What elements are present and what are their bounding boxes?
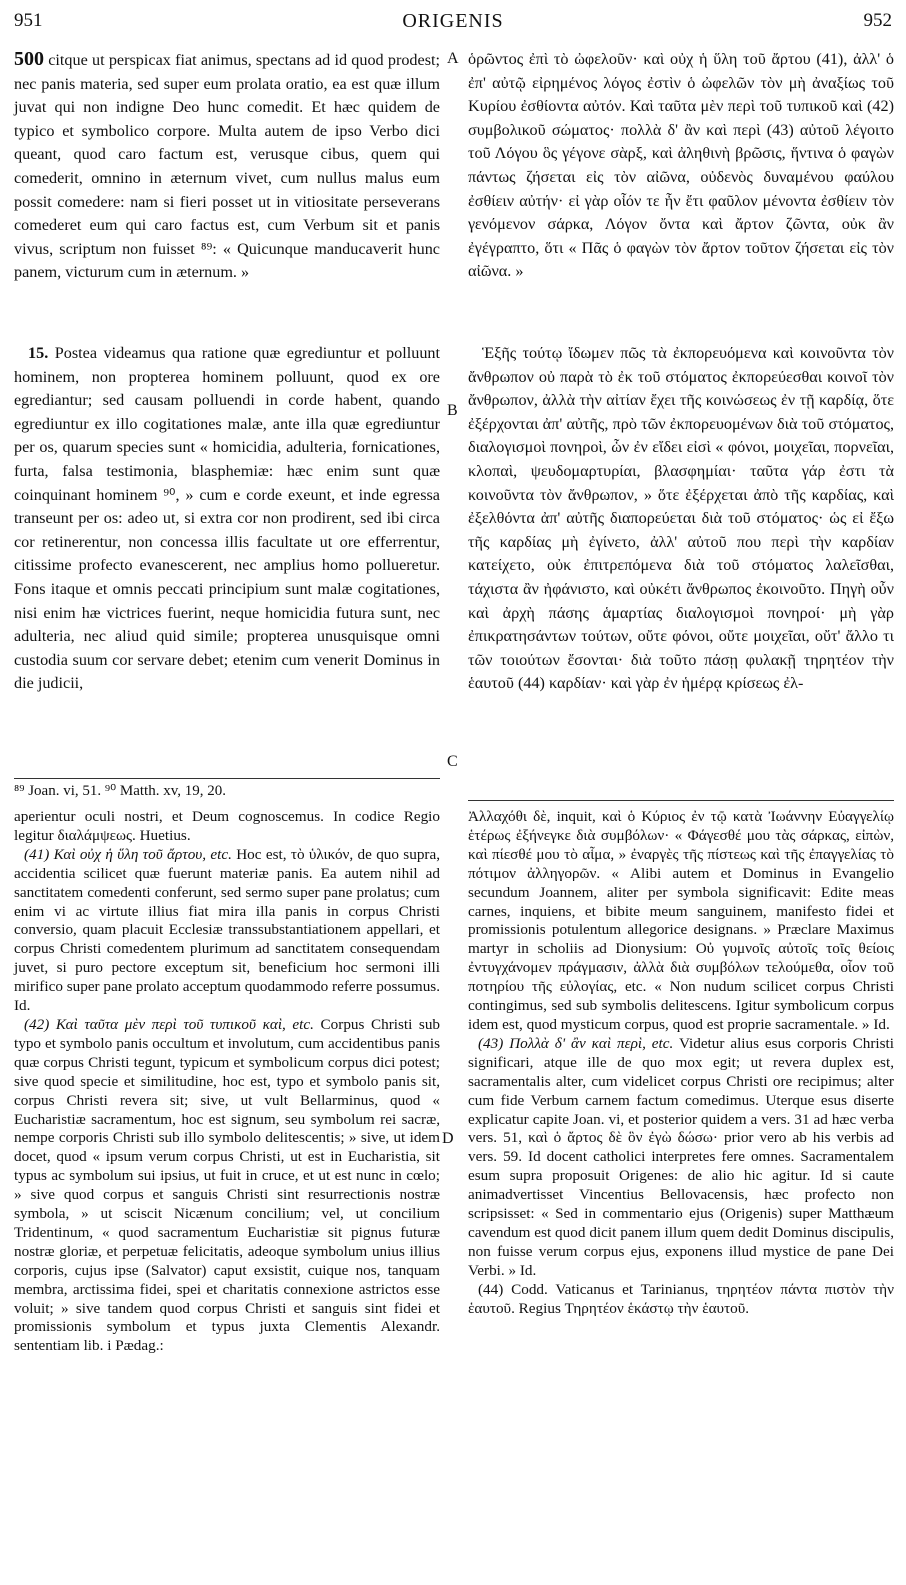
greek-paragraph-1: ὁρῶντος ἐπὶ τὸ ὠφελοῦν· καὶ οὐχ ἡ ὕλη τοῦ ἄρτου (41), ἀλλ' ὁ ἐπ' αὐτῷ εἰρημένος λόγος ἐστὶν ὁ ὠφελῶν τὸν μὴ ἀναξίως τοῦ Κυρίου ἐσθίοντα αὐτόν. Καὶ ταῦτα μὲν περὶ τοῦ τυπικοῦ καὶ (42) συμβολικοῦ σώματος· πολλὰ δ' ἂν καὶ περὶ (43) αὐτοῦ λέγοιτο τοῦ Λόγου ὃς γέγονε σὰρξ, καὶ ἀληθινὴ βρῶσις, ἥντινα ὁ φαγὼν πάντως ζήσεται εἰς τὸν αἰῶνα, οὐδενὸς δυναμένου φαύλου ἐσθίειν αὐτήν· εἰ γὰρ οἷόν τε ἦν ἔτι φαῦλον μένοντα ἐσθίειν τὸν γενόμενον σάρκα, Λόγον ὄντα καὶ ἄρτον ζῶντα, οὐκ ἂν ἐγέγραπτο, ὅτι « Πᾶς ὁ φαγὼν τὸν ἄρτον τοῦτον ζήσεται εἰς τὸν αἰῶνα. » [468, 50, 894, 281]
greek-paragraph-2: Ἑξῆς τούτῳ ἴδωμεν πῶς τὰ ἐκπορευόμενα καὶ κοινοῦντα τὸν ἄνθρωπον οὐ παρὰ τὸ ἐκ τοῦ στόματος ἐκπορεύεσθαι κοινοῖ τὸν ἄνθρωπον, ἀλλὰ τὴν αἰτίαν ἔχει τῆς κοινώσεως ἐν τῇ καρδίᾳ, ὅτε ἐξέρχονται ἀπ' αὐτῆς, πρὸ τῶν ἐκπορευομένων διὰ τοῦ στόματος, διαλογισμοὶ πονηροὶ, ὧν ἐν εἴδει εἰσὶ « φόνοι, μοιχεῖαι, πορνεῖαι, κλοπαὶ, ψευδομαρτυρίαι, βλασφημίαι· ταῦτα γάρ ἐστι τὰ κοινοῦντα τὸν ἄνθρωπον, » ὅτε ἐξέρχεται ἀπὸ τῆς καρδίας, καὶ ἐξελθόντα ἀπ' αὐτῆς διαπορεύεται διὰ τοῦ στόματος· ὡς εἰ ἔξω τῆς καρδίας μὴ ἐγίνετο, ἀλλ' αὐτοῦ που περὶ τὴν καρδίαν κατείχετο, οὐκ ἐπιτρεπόμενα διὰ τοῦ στόματος λαλεῖσθαι, τάχιστα ἂν ἠφάνιστο, καὶ οὐκέτι ἄνθρωπος ἐκοινοῦτο. Πηγὴ οὖν καὶ ἀρχὴ πάσης ἁμαρτίας διαλογισμοὶ πονηροί· μὴ γὰρ ἐπικρατησάντων τούτων, οὔτε φόνοι, οὔτε μοιχεῖαι, οὔτ' ἄλλο τι τῶν τοιούτων ἔσονται· διὰ τοῦτο πάσῃ φυλακῇ τηρητέον τὴν ἑαυτοῦ (44) καρδίαν· καὶ γὰρ ἐν ἡμέρᾳ κρίσεως ἐλ- [468, 344, 894, 693]
column-number: 500 [14, 48, 44, 70]
margin-letter-a: A [447, 50, 459, 67]
latin-paragraph-1-text: citque ut perspicax fiat animus, spectans ad id quod prodest; nec panis materia, sed super eum prolata oratio, ea est quæ illum juvat qui non indigne Deo hunc comedit. Et hæc quidem de typico et symbolico corpore. Multa autem de ipso Verbo dici queant, quod caro factum est, verusque cibus, quem qui comederit, omnino in æternum vivet, cum nullus malus eum possit comedere: nam si fieri posset ut in vitiositate perseverans comederet eum qui caro factus est, cum Verbum sit et panis vivus, scriptum non fuisset ⁸⁹: « Quicunque manducaverit hunc panem, victurum cum in æternum. » [14, 51, 441, 282]
running-header [14, 10, 892, 38]
note-42 [14, 1016, 440, 1356]
note-42-continuation: Ἀλλαχόθι δὲ, inquit, καὶ ὁ Κύριος ἐν τῷ κατὰ Ἰωάννην Εὐαγγελίῳ ἑτέρως ἐξήνεγκε διὰ συμβόλων· « Φάγεσθέ μου τὰς σάρκας, εἰπὼν, καὶ πίεσθέ μου τὸ αἷμα, » ἐναργὲς τῆς πίστεως καὶ τῆς ἐπαγγελίας τὸ πότιμον ἀλληγορῶν. « Alibi autem et Dominus in Evangelio secundum Joannem, aliter per symbola significavit: Edite meas carnes, inquiens, et bibite meum sanguinem, manifesto fidei et promissionis potulentum allegorice designans. » Præclare Maximus martyr in scholiis ad Dionysium: Οὐ γυμνοῖς αὐτοῖς τοῖς θείοις ἐντυγχάνομεν πράγμασιν, ἀλλὰ διὰ συμβόλων τελούμεθα, οἷον τοῦ ποτηρίου τῆς εὐλογίας, etc. « Non nudum scilicet corpus Christi contingimus, sed sub symbolis delitescens. Igitur symbolicum corpus idem est, quod mysticum corpus, quod est proprie sacramentale. » Id. [468, 808, 894, 1033]
note-41 [14, 846, 440, 1016]
margin-letter-d: D [442, 1130, 454, 1147]
note-43 [468, 1035, 894, 1281]
note-41-text: Hoc est, τὸ ὑλικόν, de quo supra, accidentia scilicet quæ fuerunt materiæ panis. Ea autem nihil ad sanctitatem comedenti conferunt, sed sermo super pane prolatus; cum enim vi ac virtute illius fiat mira illa panis in corpus Christi conversio, quam placuit Ecclesiæ transsubstantiationem appellari, et corpus Christi comedentem plurimum ad sanctitatem consequendam juvet, si puro pectore exceptum sit, beneficium hoc sermoni illi mirifico super pane prolato acceptum quodammodo referre possumus. Id. [14, 845, 441, 1015]
latin-paragraph-1 [14, 48, 440, 285]
right-main-text-2 [468, 342, 894, 696]
note-42-text: Corpus Christi sub typo et symbolo panis occultum et involutum, cum accidentibus panis quæ corpus Christi tegunt, typicum et symbolicum corpus dici potest; sive quod specie et similitudine, hoc est, typo et symbolo panis sit, corpus Christi revera sit; sive, ut vult Bellarminus, quod « Eucharistiæ sacramentum, hoc est signum, seu symbolum rei sacræ, nempe corporis Christi sub illo symbolo delitescentis; » sive, ut idem docet, quod « ipsum verum corpus Christi, ut est in Eucharistia, sit typus ac symbolum sui ipsius, ut fuit in cruce, et ut est nunc in cœlo; » sive quod corpus et sanguis Christi sint resurrectionis nostræ symbola, » ut sciscit Nicænum concilium; vel, ut concilium Tridentinum, « quod sacramentum Eucharistiæ sit pignus futuræ nostræ gloriæ, et perpetuæ felicitatis, adeoque symbolum unius illius corporis, cujus ipse (Salvator) caput exsistit, cuique nos, tanquam membra, arctissima fidei, spei et charitatis connexione astrictos esse voluit; » sive tandem quod corpus Christi et sanguis sint fidei et promissionis symbolum et typus juxta Clementis Alexandr. sententiam lib. i Pædag.: [14, 1015, 441, 1355]
running-title: ORIGENIS [402, 10, 504, 32]
margin-letter-c: C [447, 753, 458, 770]
note-44: (44) Codd. Vaticanus et Tarinianus, τηρητέον πάντα πιστὸν τὴν ἑαυτοῦ. Regius Τηρητέον ἑκάστῳ τὴν ἑαυτοῦ. [468, 1280, 894, 1317]
note-continuation: aperientur oculi nostri, et Deum cognoscemus. In codice Regio legitur διαλάμψεως. Huetius. [14, 808, 440, 844]
latin-paragraph-2 [14, 342, 440, 696]
right-notes [468, 808, 894, 1318]
scripture-references: ⁸⁹ Joan. vi, 51. ⁹⁰ Matth. xv, 19, 20. [14, 783, 226, 799]
notes-rule-right [468, 800, 894, 801]
section-number: 15. [28, 344, 49, 362]
page-number-left: 951 [14, 10, 43, 31]
right-main-text [468, 48, 894, 284]
note-42-head: (42) Καὶ ταῦτα μὲν περὶ τοῦ τυπικοῦ καὶ, etc. [24, 1015, 314, 1033]
left-notes [14, 808, 440, 1356]
margin-letter-b: B [447, 402, 458, 419]
note-43-head: (43) Πολλὰ δ' ἂν καὶ περὶ, etc. [478, 1034, 674, 1052]
left-main-text [14, 48, 440, 285]
note-43-text: Videtur alius esus corporis Christi significari, atque ille de quo mox egit; ut revera duplex est, sacramentalis alter, cum videlicet corpus Christi ore recipimus; alter cum fide Verbum carnem factum comedimus. Uterque esus diserte explicatur capite Joan. vi, et posterior quidem a vers. 31 ad hæc verba vers. 51, καὶ ὁ ἄρτος δὲ ὃν ἐγὼ δώσω· prior vero ab his verbis ad vers. 59. Id docent catholici interpretes fere omnes. Sacramentalem esum supra proposuit Origenes: de alio hic agitur. Id si caute animadvertisset Vincentius Bellovacensis, hæc profecto non scripsisset: « Sed in commentario ejus (Origenis) super Matthæum cavendum est quod dicit panem illum quem dedit Dominus discipulis, non fuisse verum corpus ejus, exponens illud mystice de pane Dei Verbi. » Id. [468, 1034, 894, 1279]
note-41-head: (41) Καὶ οὐχ ἡ ὕλη τοῦ ἄρτου, etc. [24, 845, 232, 863]
page-number-right: 952 [863, 10, 892, 31]
footnote-rule [14, 778, 440, 779]
left-section-15 [14, 342, 440, 696]
latin-paragraph-2-text: Postea videamus qua ratione quæ egrediuntur et polluunt hominem, non propterea hominem polluunt, quod ex ore egrediantur; sed causam polluendi in corde habent, quando egrediuntur ex illo cogitationes malæ, ante illa quæ egrediuntur per os, quarum species sunt « homicidia, adulteria, fornicationes, furta, falsa testimonia, blasphemiæ: hæc enim sunt quæ coinquinant hominem ⁹⁰, » cum e corde exeunt, et inde egressa transeunt per os: adeo ut, si extra cor non prodirent, sed ibi circa cor retinerentur, non concessa illis facultate ut ore efferrentur, citissime profecto evanescerent, nec amplius homo pollueretur. Fons itaque et omnis peccati principium sunt malæ cogitationes, nisi enim hæ victrices fuerint, neque homicidia futura sunt, nec adulteria, nec aliud quid simile; propterea unusquisque omni custodia suum cor servare debet; etenim cum venerit Dominus in die judicii, [14, 344, 441, 693]
